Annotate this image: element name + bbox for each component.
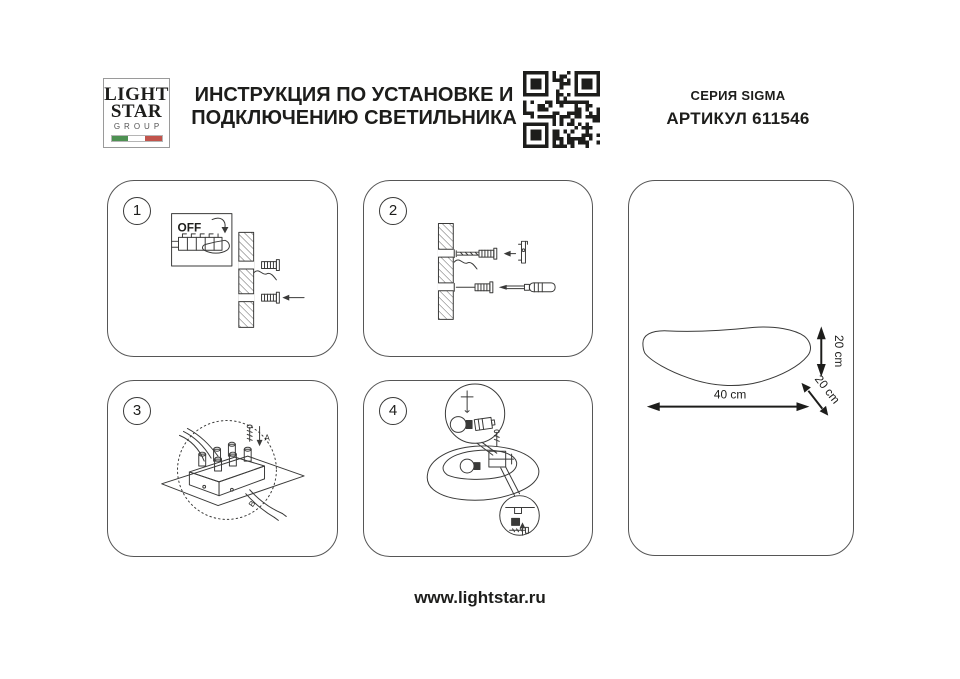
mounting-bracket-icon xyxy=(519,241,528,263)
product-header xyxy=(645,88,831,129)
wall-hatch xyxy=(438,224,454,320)
step3-illustration xyxy=(108,381,337,556)
product-dimensions-illustration xyxy=(629,181,853,555)
detail-circle xyxy=(178,421,277,520)
terminal-box-icon xyxy=(489,451,514,467)
insert-arrow-icon xyxy=(504,251,516,257)
wire-icon xyxy=(454,260,477,269)
screw-icon xyxy=(247,425,252,441)
dimension-arrow-width xyxy=(647,402,810,411)
screw-icon xyxy=(494,430,499,446)
logo-word-group: GROUP xyxy=(113,122,164,131)
step2-illustration xyxy=(364,181,592,356)
lamp-shape xyxy=(643,327,811,386)
step4-illustration xyxy=(364,381,592,556)
page-title xyxy=(180,84,528,130)
direction-arrow-a xyxy=(257,426,263,446)
qr-code xyxy=(523,71,600,148)
page-title-line1: ИНСТРУКЦИЯ ПО УСТАНОВКЕ И xyxy=(194,84,514,106)
dowel-icon xyxy=(475,282,493,293)
rotate-arrow-icon xyxy=(212,218,225,227)
label-a: A xyxy=(264,433,270,443)
dimension-arrow-height xyxy=(817,326,826,377)
logo-word-light: LIGHT xyxy=(104,84,169,105)
depth-dimension-label: 20 cm xyxy=(811,372,843,407)
flag-white-stripe xyxy=(128,136,145,141)
detail-circle-bottom xyxy=(500,496,540,536)
flag-red-stripe xyxy=(145,136,162,141)
step-panel-1 xyxy=(107,180,338,357)
step-panel-4 xyxy=(363,380,593,557)
label-b: B xyxy=(246,499,258,509)
article-label: АРТИКУЛ 611546 xyxy=(666,109,810,128)
width-dimension-label: 40 cm xyxy=(713,387,747,402)
insert-arrow-icon xyxy=(282,295,304,301)
screwdriver-icon xyxy=(499,283,555,292)
off-label: OFF xyxy=(177,220,202,235)
wire-icon xyxy=(254,271,277,280)
screw-icon xyxy=(461,391,473,413)
series-label: СЕРИЯ SIGMA xyxy=(690,88,786,103)
height-dimension-label: 20 cm xyxy=(832,334,847,368)
footer-url: www.lightstar.ru xyxy=(414,588,546,607)
italian-flag-icon xyxy=(111,135,163,142)
step-panel-3 xyxy=(107,380,338,557)
step-number-2: 2 xyxy=(379,197,407,225)
flag-green-stripe xyxy=(112,136,129,141)
bulb-icon xyxy=(460,459,480,473)
dowel-icon xyxy=(262,292,280,303)
product-panel xyxy=(628,180,854,556)
bulb-icon xyxy=(450,417,472,433)
lightstar-logo xyxy=(103,78,170,148)
step-panel-2 xyxy=(363,180,593,357)
step-number-3: 3 xyxy=(123,397,151,425)
screw-icon xyxy=(454,250,479,258)
detail-circle-top xyxy=(445,384,504,443)
step-number-1: 1 xyxy=(123,197,151,225)
page-title-line2: ПОДКЛЮЧЕНИЮ СВЕТИЛЬНИКА xyxy=(191,107,517,129)
wall-hatch xyxy=(238,232,254,327)
logo-word-star: STAR xyxy=(110,101,163,122)
lamp-shape xyxy=(427,446,539,500)
terminal-block-icon xyxy=(162,442,304,505)
screw-icon xyxy=(510,527,529,533)
hand-icon xyxy=(202,240,229,253)
step-number-4: 4 xyxy=(379,397,407,425)
dowel-icon xyxy=(262,260,280,271)
socket-icon xyxy=(474,417,495,431)
dowel-icon xyxy=(479,248,497,259)
step1-illustration xyxy=(108,181,337,356)
